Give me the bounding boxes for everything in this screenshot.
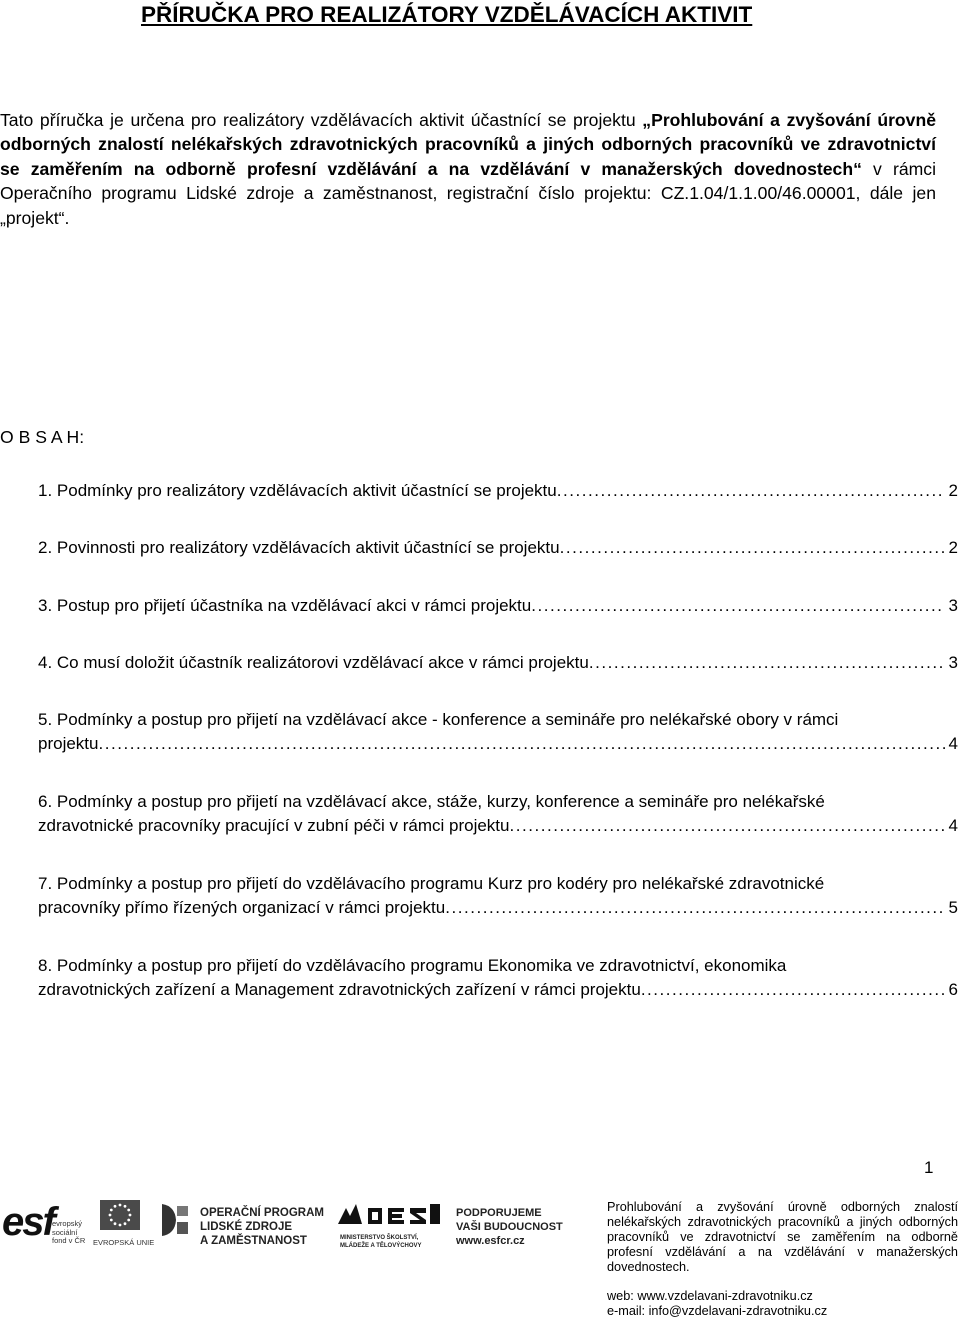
msmt-logo-line: MLÁDEŽE A TĚLOVÝCHOVY: [340, 1243, 422, 1249]
toc-entry-text: 1. Podmínky pro realizátory vzdělávacích aktivit účastnící se projektu: [38, 481, 557, 500]
toc-leader-dots: [589, 651, 945, 675]
toc-entry-6[interactable]: [38, 790, 958, 838]
msmt-logo-text: [340, 1234, 422, 1250]
toc-entry-text: 2. Povinnosti pro realizátory vzdělávacích aktivit účastnící se projektu: [38, 538, 560, 557]
toc-leader-dots: [531, 594, 944, 618]
toc-entry-text: pracovníky přímo řízených organizací v rámci projektu: [38, 898, 446, 917]
toc-entry-line: [38, 594, 958, 618]
toc-entry-4[interactable]: [38, 651, 958, 675]
toc-entry-line: [38, 978, 958, 1002]
eu-flag-icon: [100, 1200, 140, 1230]
toc-entry-page: 2: [948, 481, 958, 500]
intro-paragraph: [0, 108, 936, 230]
footer-project-description: Prohlubování a zvyšování úrovně odborných znalostí nelékařských zdravotnických pracovníků a jiných odborných pracovníků ve zdravotnictví se zaměřením na odborně profesní vzdělávání a na vzdělávání v manažerských dovednostech.: [607, 1200, 958, 1274]
toc-entry-page: 2: [948, 538, 958, 557]
toc-leader-dots: [509, 814, 944, 838]
toc-entry-page: 4: [948, 816, 958, 835]
toc-entry-line: [38, 651, 958, 675]
toc-entry-line: [38, 896, 958, 920]
esf-logo-text: evropský sociální fond v ČR: [52, 1219, 86, 1245]
podp-logo-line: www.esfcr.cz: [456, 1235, 525, 1247]
toc-leader-dots: [98, 732, 944, 756]
toc-entry-8[interactable]: [38, 954, 958, 1002]
toc-entry-text: projektu: [38, 734, 99, 753]
toc-entry-text: 4. Co musí doložit účastník realizátorovi vzdělávací akce v rámci projektu: [38, 653, 589, 672]
op-logo-line: A ZAMĚSTNANOST: [200, 1235, 307, 1247]
toc-entry-text: 3. Postup pro přijetí účastníka na vzdělávací akci v rámci projektu: [38, 596, 532, 615]
toc-entry-2[interactable]: [38, 536, 958, 560]
esf-logo-mark: esf: [2, 1200, 54, 1244]
contents-heading: O B S A H:: [0, 427, 85, 447]
toc-entry-text: 7. Podmínky a postup pro přijetí do vzdělávacího programu Kurz pro kodéry pro nelékařské zdravotnické: [38, 874, 825, 893]
toc-leader-dots: [557, 479, 945, 503]
toc-entry-page: 5: [948, 898, 958, 917]
toc-entry-text: 6. Podmínky a postup pro přijetí na vzdělávací akce, stáže, kurzy, konference a semináře pro nelékařské: [38, 792, 825, 811]
op-ljz-logo-text: [200, 1206, 324, 1248]
msmt-logo-icon: [336, 1200, 444, 1230]
op-logo-line: LIDSKÉ ZDROJE: [200, 1221, 293, 1233]
toc-entry-line: [38, 732, 958, 756]
toc-entry-line: [38, 814, 958, 838]
podp-logo-line: PODPORUJEME: [456, 1207, 542, 1219]
toc-entry-text: zdravotnické pracovníky pracující v zubní péči v rámci projektu: [38, 816, 510, 835]
toc-entry-line: [38, 536, 958, 560]
toc-entry-page: 3: [948, 653, 958, 672]
toc-entry-7[interactable]: [38, 872, 958, 920]
toc-entry-text: zdravotnických zařízení a Management zdravotnických zařízení v rámci projektu: [38, 980, 641, 999]
toc-entry-5[interactable]: [38, 708, 958, 756]
toc-entry-3[interactable]: [38, 594, 958, 618]
toc-leader-dots: [445, 896, 944, 920]
intro-tail: v rámci Operačního programu Lidské zdroje a zaměstnanost, registrační číslo projektu: CZ.1.04/1.1.00/46.00001, dále jen „projekt“.: [0, 158, 936, 228]
toc-entry-line: [38, 479, 958, 503]
document-title: PŘÍRUČKA PRO REALIZÁTORY VZDĚLÁVACÍCH AKTIVIT: [141, 2, 753, 27]
toc-leader-dots: [560, 536, 945, 560]
project-name: „Prohlubování a zvyšování úrovně odborných znalostí nelékařských zdravotnických pracovníků a jiných odborných pracovníků ve zdravotnictví se zaměřením na odborně profesní vzdělávání a na vzdělávání v manažerských dovednostech“: [0, 110, 936, 179]
footer-email-link[interactable]: e-mail: info@vzdelavani-zdravotniku.cz: [607, 1304, 828, 1318]
podp-logo-line: VAŠI BUDOUCNOST: [456, 1221, 563, 1233]
intro-lead: Tato příručka je určena pro realizátory vzdělávacích aktivit účastnící se projektu: [0, 110, 643, 130]
sponsor-logos: [0, 1196, 600, 1256]
page-number: 1: [924, 1158, 934, 1177]
toc-entry-page: 3: [948, 596, 958, 615]
toc-leader-dots: [641, 978, 945, 1002]
toc-entry-page: 6: [948, 980, 958, 999]
op-ljz-logo-icon: [160, 1202, 190, 1238]
footer-web-link[interactable]: web: www.vzdelavani-zdravotniku.cz: [607, 1289, 813, 1303]
toc-entry-text: 5. Podmínky a postup pro přijetí na vzdělávací akce - konference a semináře pro nelékařské obory v rámci: [38, 710, 839, 729]
msmt-logo-line: MINISTERSTVO ŠKOLSTVÍ,: [340, 1235, 419, 1241]
toc-entry-1[interactable]: [38, 479, 958, 503]
podporujeme-logo: [456, 1206, 563, 1248]
toc-entry-text: 8. Podmínky a postup pro přijetí do vzdělávacího programu Ekonomika ve zdravotnictví, ekonomika: [38, 956, 787, 975]
op-logo-line: OPERAČNÍ PROGRAM: [200, 1207, 324, 1219]
toc-entry-page: 4: [948, 734, 958, 753]
eu-logo-text: EVROPSKÁ UNIE: [93, 1238, 155, 1247]
